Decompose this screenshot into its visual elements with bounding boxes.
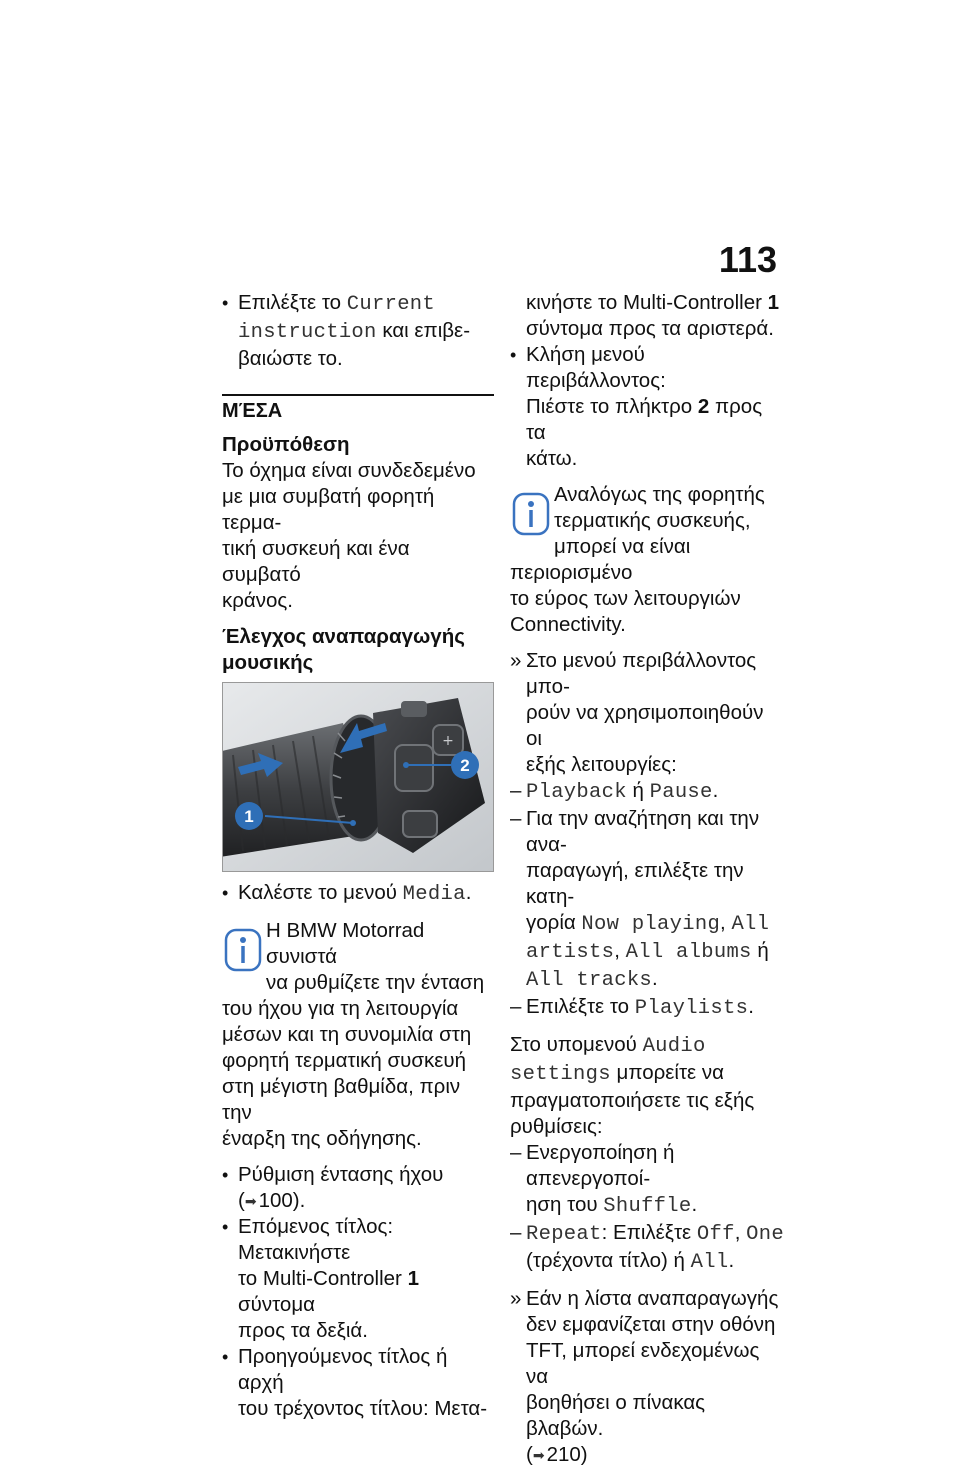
svg-text:+: + [442,733,454,749]
left-column [222,290,494,1422]
page-reference[interactable]: 100). [258,1189,306,1212]
result-marker: » [510,649,522,672]
code-current: Current [346,293,435,316]
page-reference[interactable]: 210) [546,1443,588,1466]
dash-item: – Playback ή Pause. [510,779,719,804]
music-control-heading: Έλεγχος αναπαραγωγής μουσικής [222,625,465,674]
callout-2: 2 [460,756,470,775]
list-item: • Ρύθμιση έντασης ήχου (➡100). [222,1162,494,1214]
dash-marker: – [510,1221,522,1244]
result-marker: » [510,1287,522,1310]
code-media: Media [402,883,466,906]
code-instruction: instruction [238,321,377,344]
prerequisite-heading: Προϋπόθεση [222,433,350,456]
dash-item: – Επιλέξτε το Playlists. [510,995,754,1020]
dash-item: – Για την αναζήτηση και την ανα- παραγωγή, επιλέξτε την κατη- γορία Now playing, All artists, All albums ή All tracks. [510,807,770,992]
dash-marker: – [510,807,522,830]
result-item: » Στο μενού περιβάλλοντος μπο- ρούν να χρησιμοποιηθούν οι εξής λειτουργίες: [510,649,764,776]
list-item: • Κλήση μενού περιβάλλοντος: Πιέστε το πλήκτρο 2 προς τα κάτω. [510,342,785,472]
list-item: • Καλέστε το μενού Media. [222,880,494,908]
bullet-marker [222,1214,238,1240]
list-item: • Επόμενος τίτλος: Μετακινήστε το Multi-Controller 1 σύντομα προς τα δεξιά. [222,1214,494,1344]
page-reference-arrow-icon: ➡ [532,1447,545,1463]
list-item: • Επιλέξτε το Current instruction και επιβε- βαιώστε το. [222,290,494,372]
bullet-marker [222,290,238,316]
prerequisite-text: Το όχημα είναι συνδεδεμένο με μια συμβατή φορητή τερμα- τική συσκευή και ένα συμβατό κράνος. [222,459,476,612]
page-reference-arrow-icon: ➡ [244,1193,257,1209]
dash-item: – Repeat: Επιλέξτε Off, One (τρέχοντα τίτλο) ή All. [510,1221,784,1274]
dash-marker: – [510,995,522,1018]
dash-marker: – [510,779,522,802]
section-divider [222,394,494,424]
dash-marker: – [510,1141,522,1164]
info-note: Αναλόγως της φορητής τερματικής συσκευής, μπορεί να είναι περιορισμένο το εύρος των λειτουργιών Connectivity. [510,483,765,636]
callout-1: 1 [244,807,254,826]
result-item: » Εάν η λίστα αναπαραγωγής δεν εμφανίζεται στην οθόνη TFT, μπορεί ενδεχομένως να βοηθήσει ο πίνακας βλαβών. (➡210) [510,1287,779,1466]
handlebar-controls-photo [222,682,494,872]
section-title: ΜΈΣΑ [222,400,283,422]
bullet-marker [222,1344,238,1370]
list-item-continued: κινήστε το Multi-Controller 1 σύντομα προς τα αριστερά. [526,291,780,340]
audio-settings-paragraph: Στο υπομενού Audio settings μπορείτε να πραγματοποιήσετε τις εξής ρυθμίσεις: [510,1033,755,1138]
page-number: 113 [718,239,777,280]
list-item: • Προηγούμενος τίτλος ή αρχή του τρέχοντος τίτλου: Μετα- [222,1344,494,1422]
dash-item: – Ενεργοποίηση ή απενεργοποί- ηση του Shuffle. [510,1141,698,1218]
bullet-marker [222,880,238,906]
info-icon [510,492,552,538]
bullet-marker [510,342,526,368]
bullet-marker [222,1162,238,1188]
info-icon [222,928,264,974]
right-column [510,290,785,1468]
info-note: Η BMW Motorrad συνιστά να ρυθμίζετε την ένταση του ήχου για τη λειτουργία μέσων και τη συνομιλία στη φορητή τερματική συσκευή στη μέγιστη βαθμίδα, πριν την έναρξη της οδήγησης. [222,919,485,1150]
